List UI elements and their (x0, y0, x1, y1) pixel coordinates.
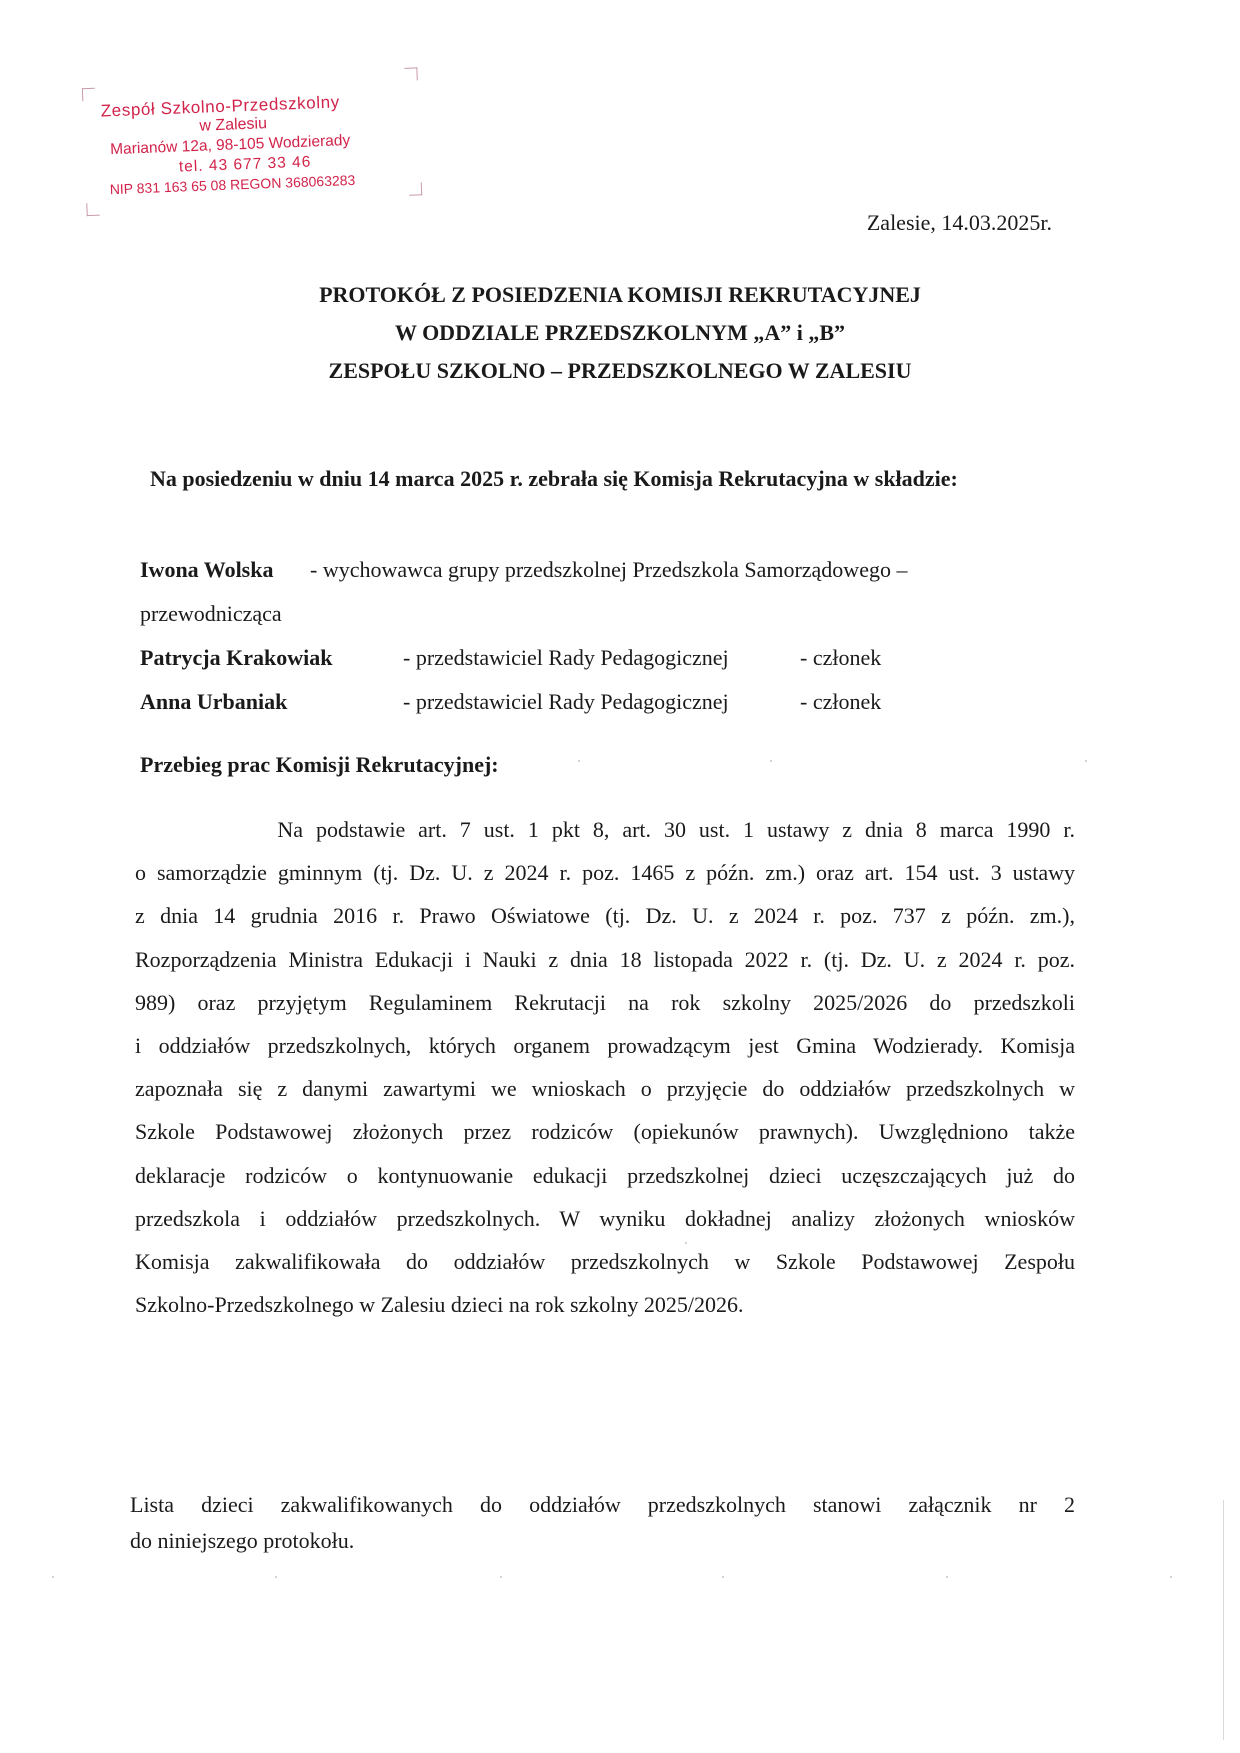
stamp-line-locality: w Zalesiu (199, 115, 268, 135)
member-role: - wychowawca grupy przedszkolnej Przedszkola Samorządowego – (310, 557, 908, 582)
title-line: ZESPOŁU SZKOLNO – PRZEDSZKOLNEGO W ZALESIU (328, 358, 912, 383)
committee-members (140, 548, 908, 724)
attachment-note (130, 1487, 1075, 1559)
member-row (140, 680, 882, 724)
member-role: - przedstawiciel Rady Pedagogicznej (403, 645, 729, 670)
member-chair (140, 548, 908, 592)
paragraph-line: i oddziałów przedszkolnych, których organem prowadzącym jest Gmina Wodzierady. Komisja (135, 1032, 1075, 1058)
scan-speck (685, 1242, 687, 1244)
scan-speck (722, 1576, 724, 1578)
member-role-continuation: przewodnicząca (140, 601, 282, 626)
scan-speck (578, 760, 580, 762)
meeting-intro: Na posiedzeniu w dniu 14 marca 2025 r. zebrała się Komisja Rekrutacyjna w składzie: (150, 466, 958, 491)
paragraph-line: o samorządzie gminnym (tj. Dz. U. z 2024 r. poz. 1465 z późn. zm.) oraz art. 154 ust. 3 ustawy (135, 860, 1075, 886)
member-role: - przedstawiciel Rady Pedagogicznej (403, 689, 729, 714)
footer-line: Lista dzieci zakwalifikowanych do oddziałów przedszkolnych stanowi załącznik nr 2 (130, 1492, 1075, 1517)
scan-speck (770, 760, 772, 762)
paragraph-line: Szkole Podstawowej złożonych przez rodziców (opiekunów prawnych). Uwzględniono także (135, 1119, 1075, 1145)
footer-line: do niniejszego protokołu. (130, 1528, 355, 1553)
scan-speck (52, 1576, 54, 1578)
title-line: W ODDZIALE PRZEDSZKOLNYM „A” i „B” (394, 320, 846, 345)
paragraph-line: Szkolno-Przedszkolnego w Zalesiu dzieci na rok szkolny 2025/2026. (135, 1292, 744, 1318)
paragraph-line: deklaracje rodziców o kontynuowanie edukacji przedszkolnej dzieci uczęszczających już do (135, 1162, 1075, 1188)
scan-edge-line (1223, 1500, 1224, 1740)
scan-speck (1085, 760, 1087, 762)
process-paragraph (135, 808, 1075, 1326)
member-row (140, 636, 882, 680)
paragraph-line: zapoznała się z danymi zawartymi we wnioskach o przyjęcie do oddziałów przedszkolnych w (135, 1076, 1075, 1102)
stamp-line-address: Marianów 12a, 98-105 Wodzierady (109, 131, 351, 159)
paragraph-line: Na podstawie art. 7 ust. 1 pkt 8, art. 30 ust. 1 ustawy z dnia 8 marca 1990 r. (135, 817, 1075, 842)
stamp-line-phone: tel. 43 677 33 46 (178, 153, 312, 176)
paragraph-line: przedszkola i oddziałów przedszkolnych. W wyniku dokładnej analizy złożonych wniosków (135, 1205, 1075, 1231)
scan-speck (946, 1576, 948, 1578)
process-heading: Przebieg prac Komisji Rekrutacyjnej: (140, 752, 499, 777)
stamp-corner (404, 67, 417, 80)
scan-speck (1170, 1576, 1172, 1578)
member-name: Patrycja Krakowiak (140, 645, 333, 670)
stamp-corner (86, 203, 99, 216)
member-function: - członek (800, 689, 882, 714)
stamp-line-institution: Zespół Szkolno-Przedszkolny (100, 92, 341, 121)
stamp-corner (409, 182, 422, 195)
document-title (0, 276, 1240, 390)
stamp-line-nip-regon: NIP 831 163 65 08 REGON 368063283 (109, 171, 356, 198)
scan-speck (500, 1576, 502, 1578)
member-name: Iwona Wolska (140, 557, 274, 582)
paragraph-line: 989) oraz przyjętym Regulaminem Rekrutacji na rok szkolny 2025/2026 do przedszkoli (135, 989, 1075, 1015)
title-line: PROTOKÓŁ Z POSIEDZENIA KOMISJI REKRUTACYJNEJ (319, 282, 921, 307)
document-date: Zalesie, 14.03.2025r. (866, 210, 1052, 235)
school-stamp (88, 80, 402, 210)
paragraph-line: Komisja zakwalifikowała do oddziałów przedszkolnych w Szkole Podstawowej Zespołu (135, 1248, 1075, 1274)
paragraph-line: Rozporządzenia Ministra Edukacji i Nauki z dnia 18 listopada 2022 r. (tj. Dz. U. z 2024 r. poz. (135, 946, 1075, 972)
member-function: - członek (800, 645, 882, 670)
scan-speck (275, 1576, 277, 1578)
stamp-corner (82, 88, 95, 101)
member-name: Anna Urbaniak (140, 689, 288, 714)
paragraph-line: z dnia 14 grudnia 2016 r. Prawo Oświatowe (tj. Dz. U. z 2024 r. poz. 737 z późn. zm.), (135, 903, 1075, 929)
